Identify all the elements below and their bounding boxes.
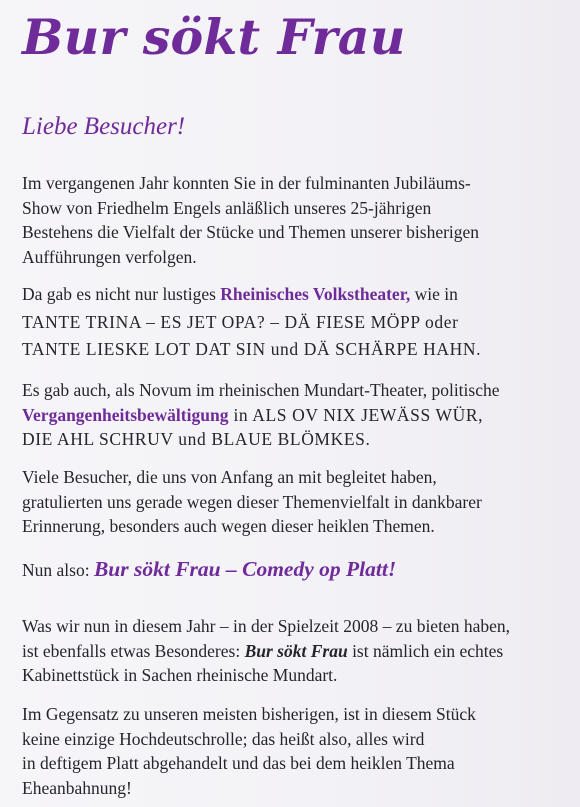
- text-segment: ist nämlich ein echtes: [347, 640, 504, 661]
- subtitle-line: [22, 554, 396, 585]
- paragraph-line: Bestehens die Vielfalt der Stücke und Themen unserer bisherigen: [22, 222, 480, 242]
- paragraph-line: Im Gegensatz zu unseren meisten bisherigen, ist in diesem Stück: [22, 704, 476, 724]
- paragraph-line: Show von Friedhelm Engels anläßlich unseres 25-jährigen: [22, 197, 432, 218]
- highlight-vergangenheitsbewaeltigung: Vergangenheitsbewältigung: [22, 404, 229, 425]
- text-segment: wie in: [410, 284, 458, 304]
- page-title: Bur sökt Frau: [22, 8, 406, 66]
- highlight-volkstheater: Rheinisches Volkstheater,: [220, 284, 411, 304]
- paragraph-line: Aufführungen verfolgen.: [22, 246, 197, 267]
- subtitle-lead: Nun also:: [22, 560, 94, 580]
- play-titles-line: TANTE LIESKE LOT DAT SIN und DÄ SCHÄRPE HAHN.: [22, 339, 482, 359]
- paragraph-line: [22, 403, 500, 428]
- paragraph-line: [22, 282, 481, 307]
- paragraph-line: Eheanbahnung!: [22, 777, 132, 798]
- play-titles-line: DIE AHL SCHRUV und BLAUE BLÖMKES.: [22, 429, 371, 449]
- paragraph-line: Kabinettstück in Sachen rheinische Mundart.: [22, 665, 338, 685]
- text-segment: Da gab es nicht nur lustiges: [22, 284, 221, 304]
- paragraph-line: Was wir nun in diesem Jahr – in der Spielzeit 2008 – zu bieten haben,: [22, 616, 510, 636]
- play-title-emphasis: Bur sökt Frau: [244, 640, 348, 661]
- paragraph-platt: [22, 702, 476, 800]
- paragraph-line: Im vergangenen Jahr konnten Sie in der fulminanten Jubiläums-: [22, 173, 471, 193]
- text-segment: in ALS OV NIX JEWÄSS WÜR,: [228, 404, 484, 425]
- paragraph-line: keine einzige Hochdeutschrolle; das heißt also, alles wird: [22, 728, 425, 749]
- paragraph-line: Viele Besucher, die uns von Anfang an mit begleitet haben,: [22, 467, 437, 487]
- paragraph-jubilee-show: [22, 171, 479, 269]
- greeting-heading: Liebe Besucher!: [22, 113, 186, 140]
- subtitle-emphasis: Bur sökt Frau – Comedy op Platt!: [93, 557, 397, 581]
- paragraph-line: gratulierten uns gerade wegen dieser Themenvielfalt in dankbarer: [22, 491, 482, 512]
- play-titles-line: TANTE TRINA – ES JET OPA? – DÄ FIESE MÖPP oder: [22, 311, 459, 332]
- text-segment: ist ebenfalls etwas Besonderes:: [22, 640, 245, 661]
- paragraph-vergangenheit: [22, 378, 500, 452]
- paragraph-line: in deftigem Platt abgehandelt und das bei dem heiklen Thema: [22, 753, 455, 773]
- paragraph-line: Es gab auch, als Novum im rheinischen Mundart-Theater, politische: [22, 380, 500, 400]
- paragraph-volkstheater: [22, 282, 481, 362]
- paragraph-visitors: [22, 465, 482, 539]
- paragraph-season-2008: [22, 614, 510, 688]
- paragraph-line: Erinnerung, besonders auch wegen dieser heiklen Themen.: [22, 516, 435, 536]
- paragraph-line: [22, 639, 510, 664]
